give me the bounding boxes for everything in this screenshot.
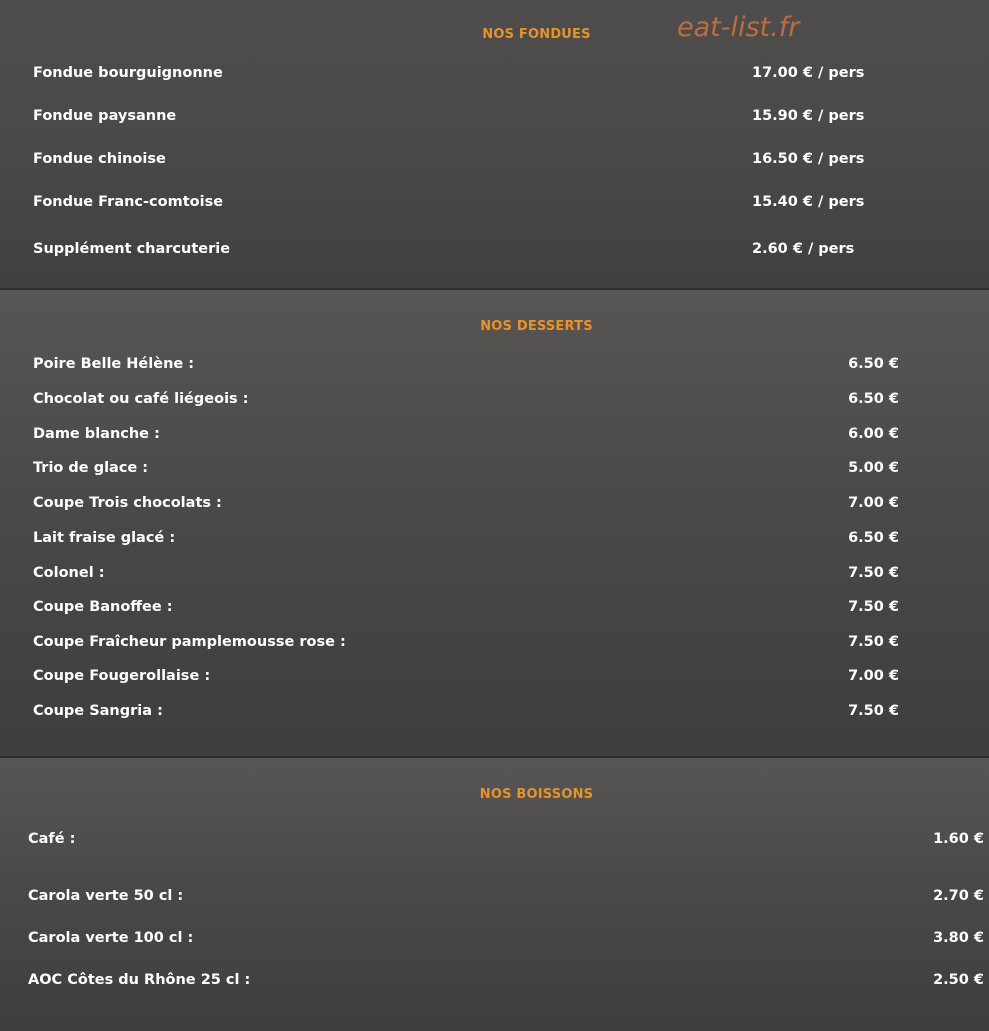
item-name: Café : — [28, 831, 76, 847]
menu-item — [0, 634, 989, 656]
menu-item — [0, 703, 989, 725]
item-name: AOC Côtes du Rhône 25 cl : — [28, 972, 251, 988]
menu-item — [0, 194, 989, 216]
item-name: Carola verte 100 cl : — [28, 930, 194, 946]
item-name: Coupe Banoffee : — [33, 599, 173, 615]
menu-item — [0, 565, 989, 587]
item-name: Supplément charcuterie — [33, 241, 231, 257]
menu-item — [0, 530, 989, 552]
item-price: 7.00 € — [848, 668, 899, 684]
item-name: Colonel : — [33, 565, 105, 581]
item-price: 1.60 € — [933, 831, 984, 847]
item-price: 6.00 € — [848, 426, 899, 442]
item-name: Coupe Trois chocolats : — [33, 495, 222, 511]
item-name: Fondue Franc-comtoise — [33, 194, 224, 210]
item-price: 7.50 € — [848, 599, 899, 615]
item-price: 7.00 € — [848, 495, 899, 511]
watermark-logo: eat-list.fr — [677, 12, 800, 43]
item-name: Poire Belle Hélène : — [33, 356, 195, 372]
item-price: 16.50 € / pers — [752, 151, 865, 167]
menu-item — [0, 356, 989, 378]
boissons-title: NOS BOISSONS — [479, 787, 594, 802]
item-name: Coupe Sangria : — [33, 703, 163, 719]
menu-item — [0, 426, 989, 448]
item-name: Coupe Fraîcheur pamplemousse rose : — [33, 634, 346, 650]
boissons-section — [0, 758, 989, 1031]
item-price: 3.80 € — [933, 930, 984, 946]
item-name: Trio de glace : — [33, 460, 149, 476]
item-name: Fondue paysanne — [33, 108, 177, 124]
item-price: 15.40 € / pers — [752, 194, 865, 210]
menu-item — [0, 831, 989, 853]
item-price: 6.50 € — [848, 530, 899, 546]
menu-item — [0, 888, 989, 910]
item-price: 5.00 € — [848, 460, 899, 476]
item-name: Chocolat ou café liégeois : — [33, 391, 249, 407]
menu-item — [0, 108, 989, 130]
item-price: 7.50 € — [848, 703, 899, 719]
item-price: 7.50 € — [848, 565, 899, 581]
menu-item — [0, 241, 989, 263]
fondues-section — [0, 0, 989, 289]
menu-item — [0, 668, 989, 690]
item-price: 7.50 € — [848, 634, 899, 650]
menu-item — [0, 599, 989, 621]
item-name: Lait fraise glacé : — [33, 530, 176, 546]
menu-item — [0, 151, 989, 173]
fondues-title: NOS FONDUES — [482, 27, 591, 42]
desserts-title: NOS DESSERTS — [480, 319, 593, 334]
item-price: 6.50 € — [848, 391, 899, 407]
item-name: Fondue chinoise — [33, 151, 166, 167]
menu-item — [0, 495, 989, 517]
item-name: Coupe Fougerollaise : — [33, 668, 211, 684]
menu-item — [0, 972, 989, 994]
item-price: 6.50 € — [848, 356, 899, 372]
menu-item — [0, 460, 989, 482]
menu-item — [0, 65, 989, 87]
item-name: Dame blanche : — [33, 426, 160, 442]
item-price: 2.70 € — [933, 888, 984, 904]
item-name: Carola verte 50 cl : — [28, 888, 184, 904]
item-price: 2.60 € / pers — [752, 241, 855, 257]
item-name: Fondue bourguignonne — [33, 65, 223, 81]
item-price: 15.90 € / pers — [752, 108, 865, 124]
desserts-section — [0, 290, 989, 756]
menu-item — [0, 930, 989, 952]
menu-item — [0, 391, 989, 413]
item-price: 2.50 € — [933, 972, 984, 988]
item-price: 17.00 € / pers — [752, 65, 865, 81]
